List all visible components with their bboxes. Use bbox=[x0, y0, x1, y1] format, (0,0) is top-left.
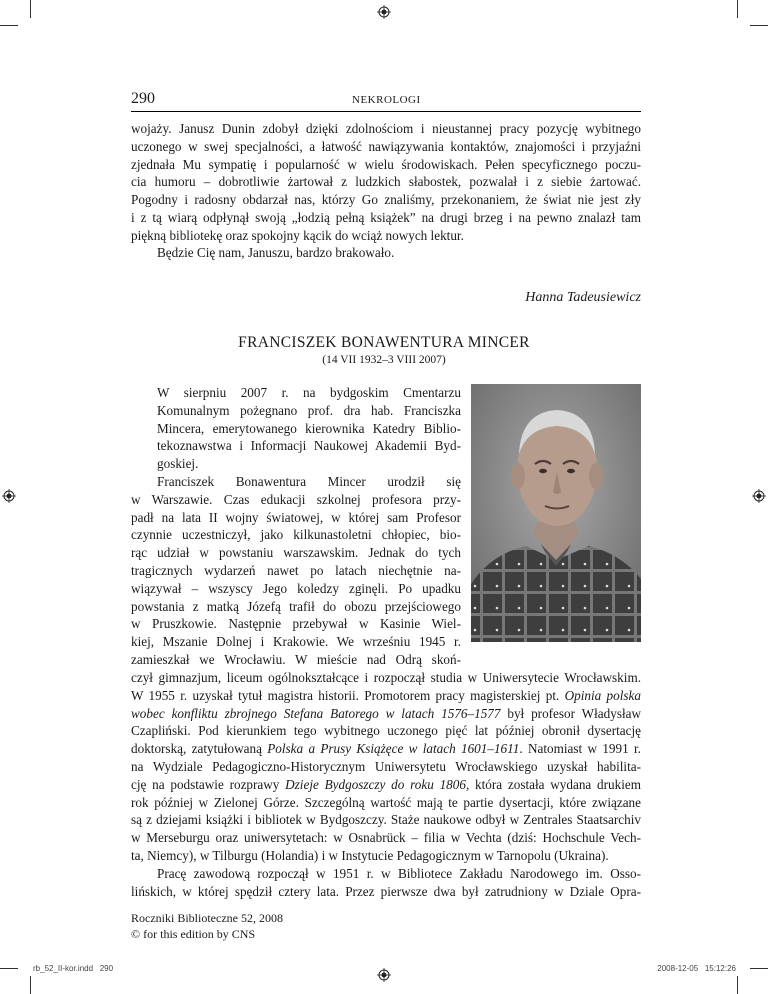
text-line: goskiej. bbox=[157, 456, 199, 472]
author-signature: Hanna Tadeusiewicz bbox=[525, 290, 641, 305]
text-line: zjednała Mu sympatię i popularność w wielu środowiskach. Pełen specyficznego poczu- bbox=[131, 156, 641, 172]
crop-mark bbox=[30, 976, 31, 994]
registration-mark-icon bbox=[377, 968, 391, 982]
text-line: Pogodny i radosny obdarzał nas, którzy Go znaliśmy, przekonaniem, że świat nie jest zły bbox=[131, 192, 641, 208]
crop-mark bbox=[0, 968, 18, 969]
text-line: wojaży. Janusz Dunin zdobył dzięki zdolnościom i nieustannej pracy pozycję wybitnego bbox=[131, 121, 641, 136]
text-line: Mincera, emerytowanego kierownika Katedry Biblio- bbox=[157, 420, 461, 436]
obituary-paragraph-2-continued bbox=[131, 669, 641, 900]
text-line: doktorską, zatytułowaną Polska a Prusy Książęce w latach 1601–1611. Natomiast w 1991 r. bbox=[131, 741, 641, 757]
text-line: Komunalnym pożegnano prof. dra hab. Franciszka bbox=[157, 402, 461, 418]
text-line: wiązywał – wszyscy Jego koledzy zginęli. Po upadku bbox=[131, 580, 461, 596]
text-line: kiej, Mszanie Dolnej i Krakowie. We wrześniu 1945 r. bbox=[131, 634, 461, 650]
registration-mark-icon bbox=[377, 5, 391, 19]
registration-mark-icon bbox=[2, 489, 16, 503]
crop-mark bbox=[30, 0, 31, 18]
text-line: wobec konfliktu zbrojnego Stefana Batorego w latach 1576–1577 był profesor Władysław bbox=[131, 705, 641, 721]
text-line: Franciszek Bonawentura Mincer urodził się bbox=[157, 474, 461, 489]
print-slug-file: rb_52_II-kor.indd 290 bbox=[33, 964, 114, 973]
crop-mark bbox=[750, 25, 768, 26]
crop-mark bbox=[737, 0, 738, 18]
text-line: w Warszawie. Czas edukacji szkolnej profesora przy- bbox=[131, 491, 461, 507]
registration-mark-icon bbox=[752, 489, 766, 503]
text-line: padł na lata II wojny światowej, w której sam Profesor bbox=[131, 509, 461, 525]
running-head: NEKROLOGI bbox=[352, 94, 421, 106]
crop-mark bbox=[750, 968, 768, 969]
header-rule bbox=[131, 111, 641, 112]
text-line: rąc udział w powstaniu warszawskim. Jednak do tych bbox=[131, 545, 461, 561]
text-line: czynnie uczestniczył, jako kilkunastoletni chłopiec, bio- bbox=[131, 527, 461, 543]
text-line: W sierpniu 2007 r. na bydgoskim Cmentarzu bbox=[157, 385, 461, 400]
crop-mark bbox=[737, 976, 738, 994]
portrait-photo-graphic bbox=[471, 384, 641, 642]
print-slug-timestamp: 2008-12-05 15:12:26 bbox=[657, 964, 736, 973]
text-line: Pracę zawodową rozpoczął w 1951 r. w Bibliotece Zakładu Narodowego im. Osso- bbox=[157, 865, 641, 881]
text-line: lińskich, w której spędził cztery lata. Przez pierwsze dwa był zatrudniony w Dziale Opra- bbox=[131, 883, 641, 899]
text-line: uczonego w swej specjalności, a łatwość nawiązywania kontaktów, znajomości i przyjaźni bbox=[131, 138, 641, 154]
text-line: w Pruszkowie. Następnie przebywał w Kasinie Wiel- bbox=[131, 616, 461, 632]
copyright-footer bbox=[131, 910, 283, 942]
text-line: w Merseburgu oraz uniwersytetach: w Osnabrück – filia w Vechta (dziś: Hochschule Vech- bbox=[131, 830, 641, 846]
text-line: powstania z matką Józefą trafił do obozu przejściowego bbox=[131, 598, 461, 614]
page-number: 290 bbox=[131, 90, 155, 107]
obituary-paragraph-1 bbox=[131, 384, 461, 473]
text-line: cia humoru – dobrotliwie żartował z ludzkich słabostek, pozwalał i z siebie żartować. bbox=[131, 174, 641, 190]
obituary-dates: (14 VII 1932–3 VIII 2007) bbox=[322, 354, 446, 366]
text-line: piękną bibliotekę oraz spokojny kącik do wciąż nowych lektur. bbox=[131, 227, 464, 243]
text-line: na Wydziale Pedagogiczno-Historycznym Uniwersytetu Wrocławskiego uzyskał habilita- bbox=[131, 758, 641, 774]
text-line: rok później w Zielonej Górze. Szczególną wartość mają te partie dysertacji, które związane bbox=[131, 794, 641, 810]
text-line: ta, Niemcy), w Tilburgu (Holandia) i w Instytucie Pedagogicznym w Tarnopolu (Ukraina). bbox=[131, 847, 609, 863]
previous-obituary-text bbox=[131, 120, 641, 245]
text-line: czył gimnazjum, liceum ogólnokształcące i rozpoczął studia w Uniwersytecie Wrocławskim. bbox=[131, 670, 641, 685]
crop-mark bbox=[0, 25, 18, 26]
portrait-photo bbox=[471, 384, 641, 642]
copyright-notice: © for this edition by CNS bbox=[131, 927, 256, 941]
obituary-title: FRANCISZEK BONAWENTURA MINCER bbox=[238, 334, 530, 351]
text-line: zamieszkał we Wrocławiu. W mieście nad Odrą skoń- bbox=[131, 651, 461, 667]
text-line: W 1955 r. uzyskał tytuł magistra historii. Promotorem pracy magisterskiej pt. Opinia polska bbox=[131, 687, 641, 703]
journal-citation: Roczniki Biblioteczne 52, 2008 bbox=[131, 911, 283, 925]
text-line: są z dziejami książki i bibliotek w Bydgoszczy. Staże naukowe odbył w Zentrales Staatsarchiv bbox=[131, 812, 641, 828]
text-line: Czapliński. Pod kierunkiem tego wybitnego uczonego pięć lat później obronił dysertację bbox=[131, 723, 641, 739]
obituary-paragraph-2 bbox=[131, 473, 461, 669]
text-line: tekoznawstwa i Informacji Naukowej Akademii Byd- bbox=[157, 438, 461, 454]
closing-sentence: Będzie Cię nam, Januszu, bardzo brakowało. bbox=[157, 245, 395, 260]
text-line: tragicznych wydarzeń nawet po latach niechętnie na- bbox=[131, 562, 461, 578]
text-line: cję na podstawie rozprawy Dzieje Bydgoszczy do roku 1806, która została wydana drukiem bbox=[131, 776, 641, 792]
text-line: i z tą wiarą odpłynął swoją „łodzią pełną książek” na drugi brzeg i na pewno znalazł tam bbox=[131, 209, 641, 225]
